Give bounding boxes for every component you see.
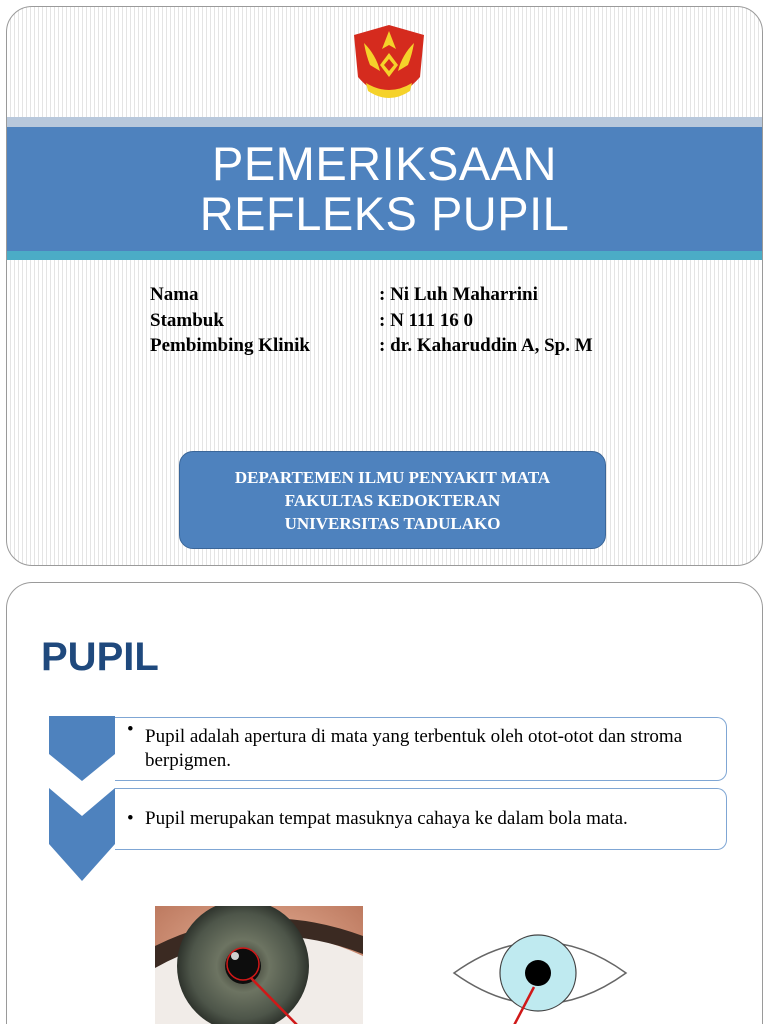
info-row-stambuk xyxy=(150,308,593,334)
info-value: : Ni Luh Maharrini xyxy=(379,284,538,305)
bullet-box xyxy=(115,788,727,850)
presenter-info xyxy=(150,282,593,359)
department-line3: UNIVERSITAS TADULAKO xyxy=(284,513,501,533)
department-line1: DEPARTEMEN ILMU PENYAKIT MATA xyxy=(234,467,551,487)
title-band xyxy=(7,127,762,251)
bullet-dot: • xyxy=(127,808,134,829)
chevron-down-icon xyxy=(49,788,115,881)
slide-title-line1: PEMERIKSAAN xyxy=(211,137,558,190)
title-slide xyxy=(6,6,763,566)
info-row-pembimbing xyxy=(150,333,593,359)
slide-heading: PUPIL xyxy=(41,635,159,679)
info-row-nama xyxy=(150,282,593,308)
title-band-bottom-stripe xyxy=(7,251,762,260)
info-label: Nama xyxy=(150,284,199,305)
info-value: : N 111 16 0 xyxy=(379,309,473,331)
department-line2: FAKULTAS KEDOKTERAN xyxy=(284,490,501,510)
slide-title-line2: REFLEKS PUPIL xyxy=(199,187,570,240)
university-logo xyxy=(346,21,432,107)
info-label: Stambuk xyxy=(150,309,224,331)
department-box xyxy=(179,451,606,549)
eye-photo-image xyxy=(155,906,363,1024)
eye-diagram xyxy=(450,933,630,1024)
bullet-dot: • xyxy=(127,719,134,740)
bullet-text: Pupil adalah apertura di mata yang terbentuk oleh otot-otot dan stroma berpigmen. xyxy=(145,726,683,771)
pupil-slide xyxy=(6,582,763,1024)
bullet-box xyxy=(115,717,727,781)
info-value: : dr. Kaharuddin A, Sp. M xyxy=(379,335,593,356)
bullet-text: Pupil merupakan tempat masuknya cahaya ke dalam bola mata. xyxy=(145,808,628,829)
title-band-top-stripe xyxy=(7,117,762,127)
chevron-down-icon xyxy=(49,716,115,781)
chevron-arrows xyxy=(47,716,117,886)
info-label: Pembimbing Klinik xyxy=(150,335,310,356)
